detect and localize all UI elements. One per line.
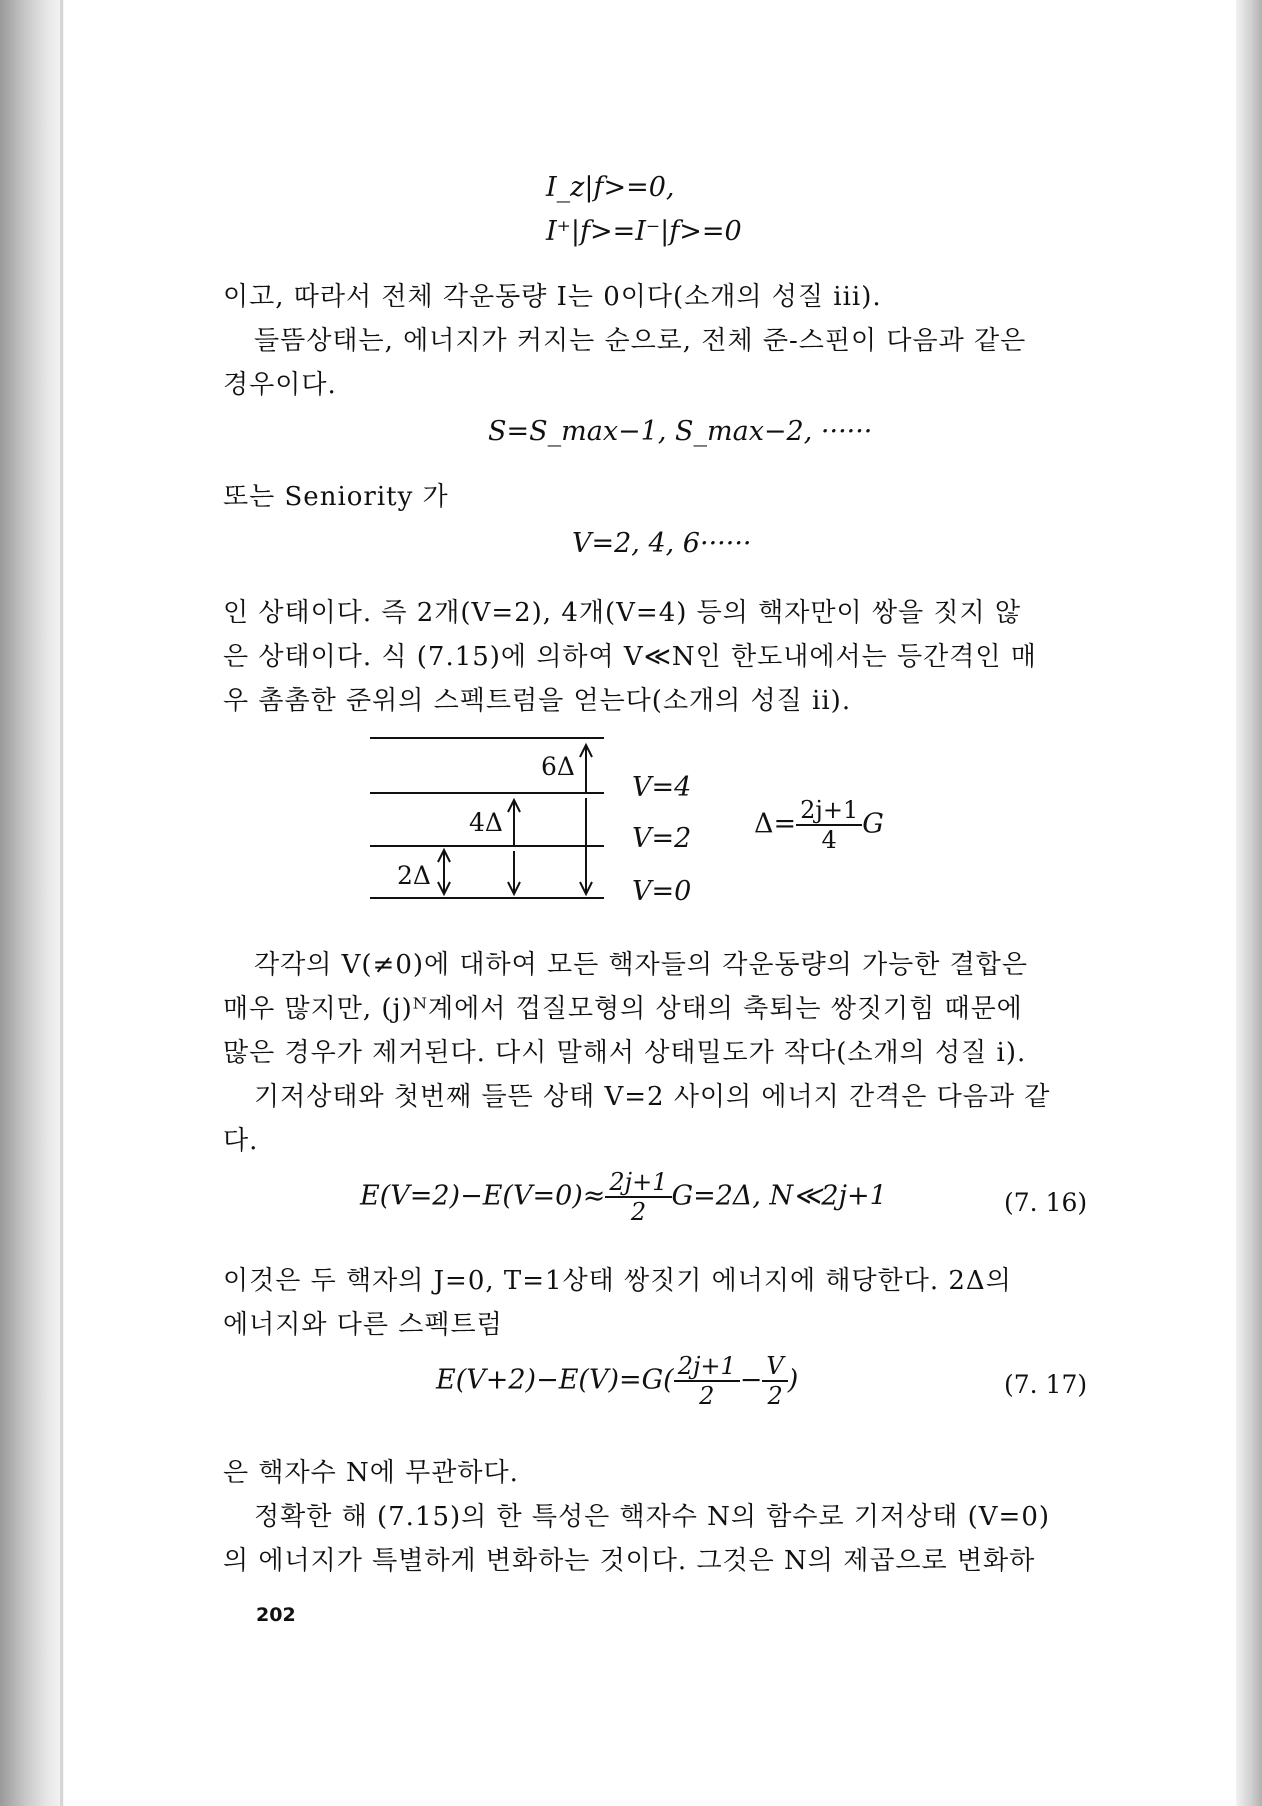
- paragraph-line: 인 상태이다. 즉 2개(V=2), 4개(V=4) 등의 핵자만이 쌍을 짓지 않: [223, 598, 1021, 628]
- eq717-frac2-denominator: 2: [767, 1382, 783, 1410]
- page-left-edge-shadow: [0, 0, 64, 1806]
- eq717-frac1-denominator: 2: [699, 1382, 715, 1410]
- eq716-rhs: G=2Δ, N≪2j+1: [671, 1180, 887, 1212]
- delta-lhs: Δ=: [754, 808, 797, 840]
- eq717-minus: −: [739, 1364, 763, 1396]
- paragraph-line: 은 핵자수 N에 무관하다.: [223, 1458, 519, 1488]
- eq716-lhs: E(V=2)−E(V=0)≈: [360, 1180, 606, 1212]
- eq716-fraction: [605, 1168, 671, 1226]
- equation-seniority-values: V=2, 4, 6······: [572, 528, 752, 559]
- equation-7-17: [436, 1352, 798, 1410]
- gap-label-6delta: 6Δ: [541, 752, 575, 781]
- page-right-edge-shadow: [1236, 0, 1262, 1806]
- paragraph-line: 의 에너지가 특별하게 변화하는 것이다. 그것은 N의 제곱으로 변화하: [223, 1546, 1036, 1576]
- equation-number-7-17: (7. 17): [1004, 1370, 1088, 1399]
- delta-rhs: G: [862, 808, 884, 840]
- page-number: 202: [256, 1604, 296, 1626]
- eq717-frac1-numerator: 2j+1: [674, 1352, 740, 1382]
- equation-7-16: [360, 1168, 887, 1226]
- gap-label-2delta: 2Δ: [397, 861, 431, 890]
- delta-fraction-denominator: 4: [821, 826, 837, 854]
- paragraph-line: 우 촘촘한 준위의 스펙트럼을 얻는다(소개의 성질 ii).: [223, 686, 852, 716]
- paragraph-line: 들뜸상태는, 에너지가 커지는 순으로, 전체 준-스핀이 다음과 같은: [254, 326, 1027, 356]
- level-label-v2: V=2: [632, 823, 692, 854]
- equation-iz: I_z|f>=0,: [546, 172, 675, 203]
- equation-number-7-16: (7. 16): [1004, 1188, 1088, 1217]
- eq717-close: ): [787, 1364, 799, 1396]
- paragraph-line: 또는 Seniority 가: [223, 482, 449, 512]
- paragraph-line: 기저상태와 첫번째 들뜬 상태 V=2 사이의 에너지 간격은 다음과 같: [254, 1082, 1051, 1112]
- paragraph-line: 경우이다.: [223, 370, 337, 400]
- eq717-fraction-2: [762, 1352, 787, 1410]
- eq717-lhs: E(V+2)−E(V)=G(: [436, 1364, 674, 1396]
- eq716-numerator: 2j+1: [605, 1168, 671, 1198]
- delta-fraction: [796, 796, 862, 854]
- delta-definition: [754, 796, 884, 854]
- paragraph-line: 이것은 두 핵자의 J=0, T=1상태 쌍짓기 에너지에 해당한다. 2Δ의: [223, 1266, 1012, 1296]
- eq716-denominator: 2: [630, 1198, 647, 1226]
- eq717-fraction-1: [674, 1352, 740, 1410]
- paragraph-line: 정확한 해 (7.15)의 한 특성은 핵자수 N의 함수로 기저상태 (V=0): [254, 1502, 1051, 1532]
- book-page: [64, 0, 1236, 1806]
- paragraph-line: 각각의 V(≠0)에 대하여 모든 핵자들의 각운동량의 가능한 결합은: [254, 950, 1029, 980]
- paragraph-line: 은 상태이다. 식 (7.15)에 의하여 V≪N인 한도내에서는 등간격인 매: [223, 642, 1037, 672]
- paragraph-line: 매우 많지만, (j)ᴺ계에서 껍질모형의 상태의 축퇴는 쌍짓기힘 때문에: [223, 994, 1023, 1024]
- paragraph-line: 다.: [223, 1126, 259, 1156]
- gap-label-4delta: 4Δ: [469, 808, 503, 837]
- paragraph-line: 에너지와 다른 스펙트럼: [223, 1310, 503, 1340]
- page-left-edge-line: [60, 0, 63, 1806]
- level-label-v4: V=4: [632, 772, 692, 803]
- paragraph-line: 이고, 따라서 전체 각운동량 I는 0이다(소개의 성질 iii).: [223, 282, 882, 312]
- eq717-frac2-numerator: V: [762, 1352, 787, 1382]
- level-label-v0: V=0: [632, 876, 692, 907]
- paragraph-line: 많은 경우가 제거된다. 다시 말해서 상태밀도가 작다(소개의 성질 i).: [223, 1038, 1027, 1068]
- equation-quasi-spin: S=S_max−1, S_max−2, ······: [488, 416, 873, 447]
- delta-fraction-numerator: 2j+1: [796, 796, 862, 826]
- equation-iplus-iminus: I⁺|f>=I⁻|f>=0: [546, 216, 742, 247]
